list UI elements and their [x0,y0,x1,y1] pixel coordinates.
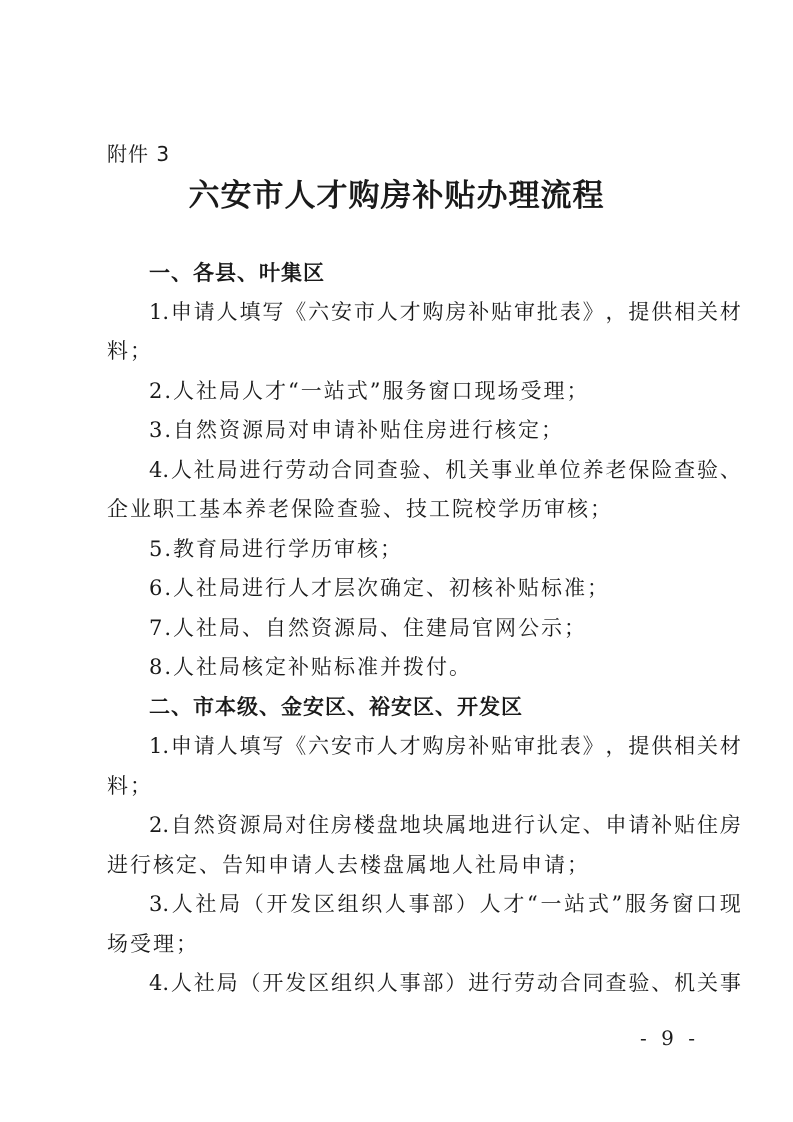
section2-item4-line1: 4. 人 社 局 （ 开 发 区 组 织 人 事 部 ） 进 行 劳 动 合 同 查 验 、 机 关 事 [149,971,741,995]
attachment-label: 附件 3 [107,142,171,166]
section1-item2: 2.人社局人才“一站式”服务窗口现场受理； [149,379,590,403]
section2-item2-line2: 进行核定、告知申请人去楼盘属地人社局申请； [107,853,590,877]
section1-item4-line2: 企业职工基本养老保险查验、技工院校学历审核； [107,497,613,521]
page-number: - 9 - [640,1026,699,1050]
section2-item3-line1: 3. 人 社 局 （ 开 发 区 组 织 人 事 部 ） 人 才 “ 一 站 式 ” 服 务 窗 口 现 [149,892,741,916]
section1-item1-line1: 1. 申 请 人 填 写 《 六 安 市 人 才 购 房 补 贴 审 批 表 》 ， 提 供 相 关 材 [149,300,741,324]
section2-item1-line1: 1. 申 请 人 填 写 《 六 安 市 人 才 购 房 补 贴 审 批 表 》 ， 提 供 相 关 材 [149,734,741,758]
section1-item7: 7.人社局、自然资源局、住建局官网公示； [149,616,588,640]
document-title: 六安市人才购房补贴办理流程 [188,178,605,214]
section1-item1-line2: 料； [107,339,153,363]
section1-item4-line1: 4. 人 社 局 进 行 劳 动 合 同 查 验 、 机 关 事 业 单 位 养 老 保 险 查 验 、 [149,458,741,482]
section1-item3: 3.自然资源局对申请补贴住房进行核定； [149,418,565,442]
section-heading-1: 一、各县、叶集区 [149,261,325,285]
section-heading-2: 二、市本级、金安区、裕安区、开发区 [149,695,523,719]
section2-item2-line1: 2. 自 然 资 源 局 对 住 房 楼 盘 地 块 属 地 进 行 认 定 、 申 请 补 贴 住 房 [149,813,741,837]
section2-item3-line2: 场受理； [107,932,199,956]
section2-item1-line2: 料； [107,774,153,798]
section1-item5: 5.教育局进行学历审核； [149,537,404,561]
section1-item8: 8.人社局核定补贴标准并拨付。 [149,655,473,679]
section1-item6: 6.人社局进行人才层次确定、初核补贴标准； [149,576,611,600]
